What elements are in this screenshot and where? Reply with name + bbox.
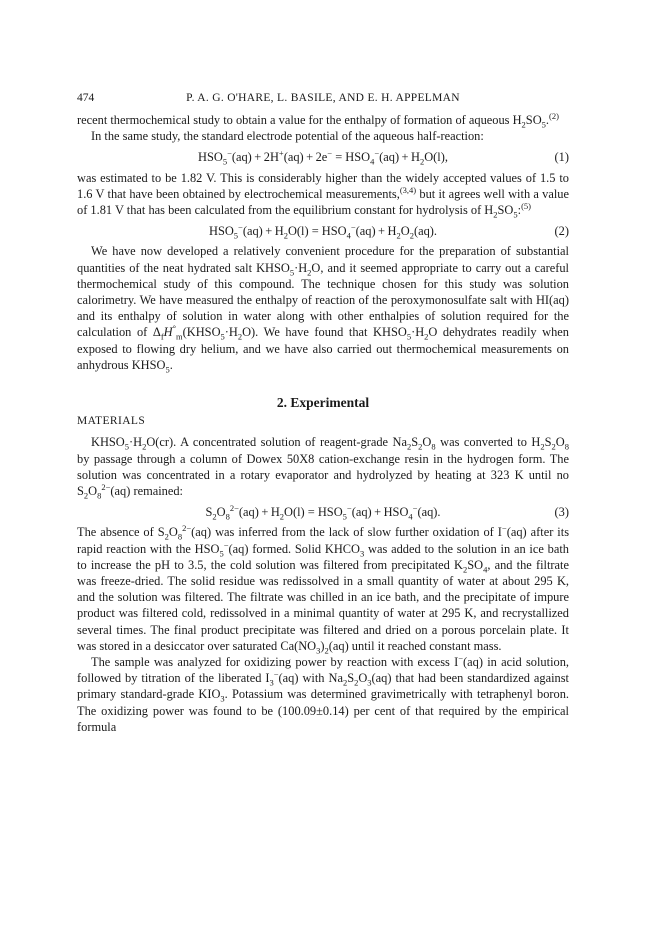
equation-2-expression: $HSO_5^-(aq) + H_2O(l) = HSO_4^-(aq) + H_2O_2(aq)$. [209, 222, 437, 241]
paragraph-7: The sample was analyzed for oxidizing power by reaction with excess I−(aq) in acid solution, followed by titration of the liberated $I_3^-(aq)$ with $Na_2S_2O_3(aq)$ that had been standardized against primary standard-grade $KIO_3$. Potassium was determined gravimetrically with tetraphenyl boron. The oxidizing power was found to be (100.09±0.14) per cent of that required by the empirical formula [77, 652, 570, 734]
equation-1 [77, 149, 569, 165]
paragraph-6: The absence of $S_2O_8^{2-}(aq)$ was inferred from the lack of slow further oxidation of I−(aq) after its rapid reaction with the $HSO_5^-(aq)$ formed. Solid $KHCO_3$ was added to the solution in an ice bath to increase the pH to 3.5, the cold solution was filtered from precipitated $K_2SO_4$, and the filtrate was freeze-dried. The solid residue was redissolved in a small quantity of water at about 295 K, and the solution was filtered. The filtrate was chilled in an ice bath, and the precipitate of impure product was filtered cold, redissolved in a minimal quantity of water at 295 K, and recrystallized several times. The final product precipitate was filtered and dried on a porous porcelain plate. It was stored in a desiccator over saturated $Ca(NO_3)_2(aq)$ until it reached constant mass. [77, 523, 570, 656]
equation-1-expression: $HSO_5^-(aq) + 2H^+(aq) + 2e^- = HSO_4^-(aq) + H_2O(l)$, [198, 148, 448, 167]
paragraph-3: was estimated to be 1.82 V. This is considerably higher than the widely accepted values of 1.5 to 1.6 V that have been obtained by electrochemical measurements,$^{(3,4)}$ but it agrees well with a value of 1.81 V that has been calculated from the equilibrium constant for hydrolysis of $H_2SO_5:^{(5)}$ [77, 170, 569, 220]
page-number: 474 [77, 92, 95, 104]
equation-3-expression: $S_2O_8^{2-}(aq) + H_2O(l) = HSO_5^-(aq) + HSO_4^-(aq)$. [205, 503, 441, 522]
section-title: 2. Experimental [276, 395, 370, 411]
paragraph-1: recent thermochemical study to obtain a value for the enthalpy of formation of aqueous $H_2SO_5.^{(2)}$ [77, 110, 559, 130]
paragraph-5: $KHSO_5\cdot H_2O(cr)$. A concentrated solution of reagent-grade $Na_2S_2O_8$ was converted to $H_2S_2O_8$ by passage through a column of Dowex 50X8 cation-exchange resin in the hydrogen form. The solution was concentrated in a rotary evaporator and hydrolyzed by heating at 323 K until no $S_2O_8^{2-}(aq)$ remained: [77, 435, 569, 501]
paragraph-2: In the same study, the standard electrode potential of the aqueous half-reaction: [91, 129, 484, 144]
equation-1-number: (1) [554, 150, 569, 165]
equation-3 [77, 504, 569, 520]
body-text [77, 112, 569, 735]
subsection-heading: MATERIALS [77, 415, 146, 428]
running-authors: P. A. G. O'HARE, L. BASILE, AND E. H. APPELMAN [186, 92, 460, 104]
equation-2 [77, 223, 569, 239]
equation-3-number: (3) [554, 505, 569, 520]
running-header [77, 90, 569, 106]
paragraph-4: We have now developed a relatively convenient procedure for the preparation of substantial quantities of the neat hydrated salt $KHSO_5\cdot H_2O$, and it seemed appropriate to carry out a careful thermochemical study of this compound. The technique chosen for this study was solution calorimetry. We have measured the enthalpy of reaction of the peroxymonosulfate salt with HI(aq) and its enthalpy of solution in water along with other enthalpies of solution required for the calculation of $\Delta_fH^\circ_m(KHSO_5\cdot H_2O)$. We have found that $KHSO_5\cdot H_2O$ dehydrates readily when exposed to flowing dry helium, and we have also carried out thermochemical measurements on anhydrous $KHSO_5$. [77, 244, 570, 375]
equation-2-number: (2) [554, 224, 569, 239]
